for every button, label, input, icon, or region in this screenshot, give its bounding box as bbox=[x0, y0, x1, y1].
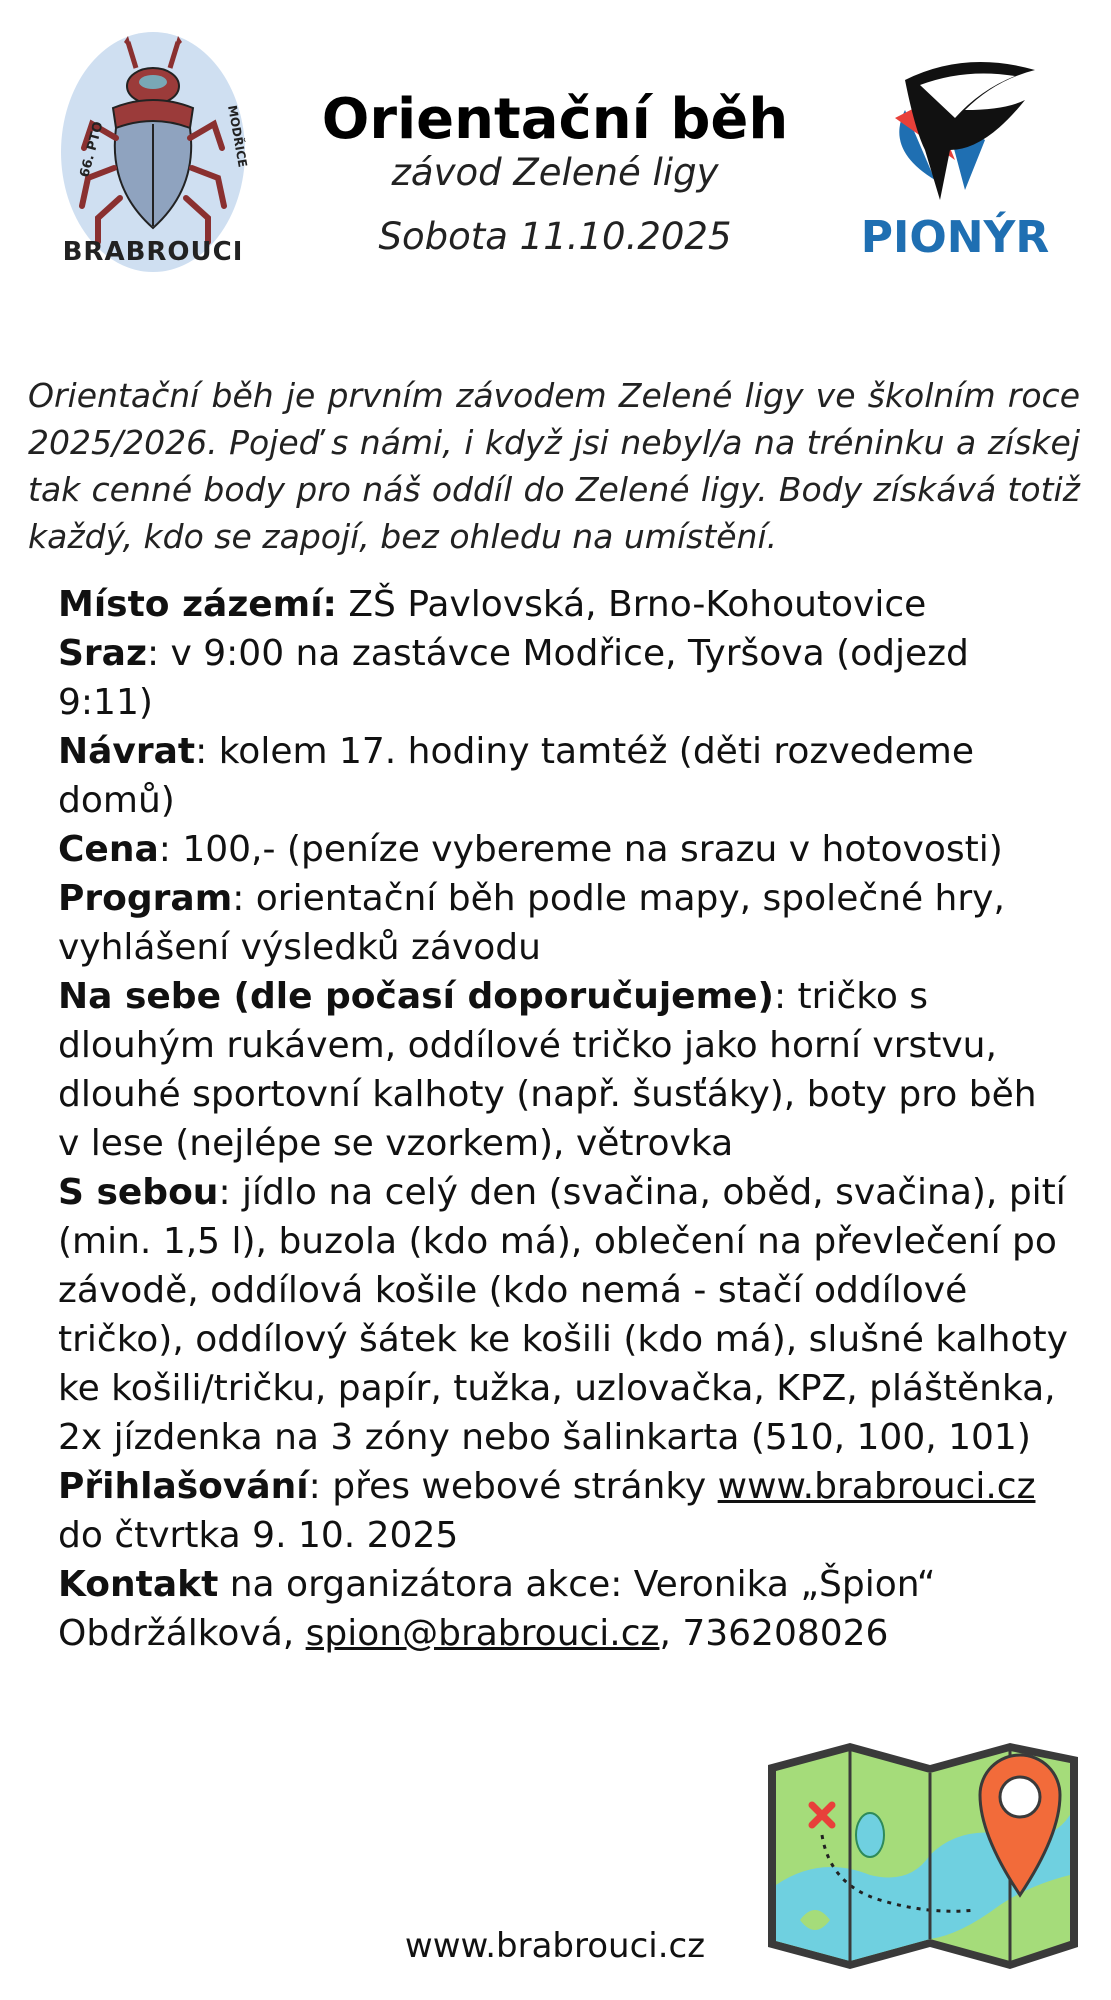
footer-url[interactable]: www.brabrouci.cz bbox=[404, 1926, 706, 1966]
detail-label: Návrat bbox=[58, 731, 196, 772]
detail-kontakt bbox=[58, 1560, 1068, 1658]
page-subtitle: závod Zelené ligy bbox=[391, 151, 719, 194]
brabrouci-logo bbox=[58, 28, 248, 276]
detail-value: do čtvrtka 9. 10. 2025 bbox=[58, 1515, 459, 1556]
detail-value: : 100,- (peníze vybereme na srazu v hotovosti) bbox=[158, 829, 1003, 870]
detail-label: Program bbox=[58, 878, 233, 919]
pionyr-logo bbox=[845, 40, 1065, 265]
website-link[interactable]: www.brabrouci.cz bbox=[717, 1466, 1036, 1507]
detail-label: S sebou bbox=[58, 1172, 219, 1213]
detail-obleceni bbox=[58, 972, 1068, 1168]
detail-value: : v 9:00 na zastávce Modřice, Tyršova (odjezd 9:11) bbox=[58, 633, 969, 723]
detail-label: Na sebe (dle počasí doporučujeme) bbox=[58, 976, 774, 1017]
detail-cena bbox=[58, 825, 1068, 874]
detail-value: : kolem 17. hodiny tamtéž (děti rozvedeme domů) bbox=[58, 731, 974, 821]
detail-label: Sraz bbox=[58, 633, 147, 674]
email-link[interactable]: spion@brabrouci.cz bbox=[305, 1613, 660, 1654]
detail-label: Kontakt bbox=[58, 1564, 219, 1605]
detail-label: Cena bbox=[58, 829, 159, 870]
logo-left-top-text: 66. PTO bbox=[77, 120, 107, 180]
detail-value: : přes webové stránky bbox=[308, 1466, 718, 1507]
page-title: Orientační běh bbox=[321, 87, 789, 152]
detail-value: ZŠ Pavlovská, Brno-Kohoutovice bbox=[336, 584, 927, 625]
detail-value: , 736208026 bbox=[659, 1613, 889, 1654]
detail-prihlasovani bbox=[58, 1462, 1068, 1560]
detail-value: : orientační běh podle mapy, společné hry, vyhlášení výsledků závodu bbox=[58, 878, 1005, 968]
event-details bbox=[58, 580, 1068, 1658]
logo-left-side-text: MODŘICE bbox=[225, 104, 248, 169]
detail-value: : jídlo na celý den (svačina, oběd, svačina), pití (min. 1,5 l), buzola (kdo má), oblečení na převlečení po závodě, oddílová košile (kdo nemá - stačí oddílové tričko), oddílový šátek ke košili (kdo má), slušné kalhoty ke košili/tričku, papír, tužka, uzlovačka, KPZ, pláštěnka, 2x jízdenka na 3 zóny nebo šalinkarta (510, 100, 101) bbox=[58, 1172, 1068, 1458]
header bbox=[300, 88, 810, 260]
logo-left-main-text: BRABROUCI bbox=[62, 237, 244, 267]
pionyr-logo-text: PIONÝR bbox=[860, 212, 1050, 263]
intro-paragraph: Orientační běh je prvním závodem Zelené ligy ve školním roce 2025/2026. Pojeď s námi, i když jsi nebyl/a na tréninku a získej tak cenné body pro náš oddíl do Zelené ligy. Body získává totiž každý, kdo se zapojí, bez ohledu na umístění. bbox=[28, 376, 1080, 556]
detail-label: Přihlašování bbox=[58, 1466, 309, 1507]
detail-sraz bbox=[58, 629, 1068, 727]
detail-navrat bbox=[58, 727, 1068, 825]
detail-program bbox=[58, 874, 1068, 972]
detail-value: na organizátora akce: Veronika „Špion“ Obdržálková, bbox=[58, 1564, 936, 1654]
bird-swoosh-icon bbox=[895, 62, 1035, 200]
detail-value: : tričko s dlouhým rukávem, oddílové tričko jako horní vrstvu, dlouhé sportovní kalhoty (např. šusťáky), boty pro běh v lese (nejlépe se vzorkem), větrovka bbox=[58, 976, 1037, 1164]
event-date: Sobota 11.10.2025 bbox=[378, 215, 732, 258]
detail-sebou bbox=[58, 1168, 1068, 1462]
detail-misto bbox=[58, 580, 1068, 629]
detail-label: Místo zázemí: bbox=[58, 584, 337, 625]
